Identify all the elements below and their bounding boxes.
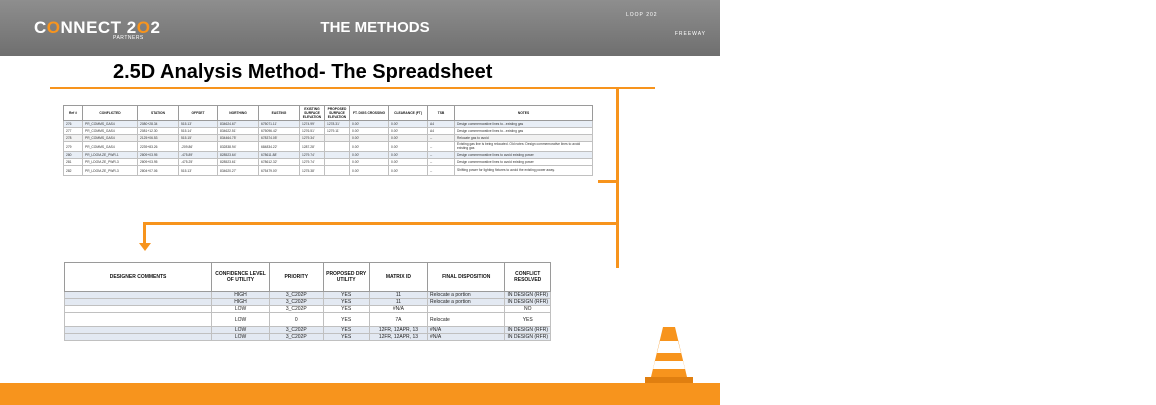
table-cell xyxy=(65,292,212,299)
table-cell: 2809+03.95 xyxy=(138,159,179,166)
table-cell: 828523.64' xyxy=(218,152,259,159)
table-cell: 2239+83.26 xyxy=(138,142,179,152)
column-header: EASTING xyxy=(259,106,300,121)
connector-line xyxy=(616,88,619,268)
table-cell: 0.00' xyxy=(350,152,389,159)
table-cell: 515.15' xyxy=(179,135,218,142)
table-cell: 3_C202P xyxy=(269,292,323,299)
table-cell: Design commemorative lines to...existing gas xyxy=(455,121,593,128)
table-cell: -- xyxy=(428,142,455,152)
table-cell: PR_COMMS_GAS4 xyxy=(83,142,138,152)
connector-line xyxy=(143,222,146,244)
table-row xyxy=(64,142,593,152)
table-cell xyxy=(65,299,212,306)
table-cell: 1279.11' xyxy=(325,128,350,135)
table-cell: 834464.75' xyxy=(218,135,259,142)
table-cell: 277 xyxy=(64,128,83,135)
table-row xyxy=(65,334,551,341)
table-cell: 7A xyxy=(369,313,427,327)
table-cell: 278 xyxy=(64,135,83,142)
table-row xyxy=(65,306,551,313)
table-cell: Existing gas line is being relocated. Old notes: Design commemorative lines to avoid existing gas xyxy=(455,142,593,152)
connect-202-logo: CONNECT 2O2 xyxy=(34,18,161,37)
slide-subtitle: 2.5D Analysis Method- The Spreadsheet xyxy=(113,61,493,83)
table-cell: 515.13' xyxy=(179,166,218,176)
table-cell xyxy=(65,306,212,313)
table-cell: YES xyxy=(323,334,369,341)
column-header: STATION xyxy=(138,106,179,121)
designer-comments-table xyxy=(64,262,551,341)
table-cell: 1274.99' xyxy=(300,121,325,128)
table-cell xyxy=(325,152,350,159)
table-cell: 834624.67' xyxy=(218,121,259,128)
table-cell: 1279.34' xyxy=(300,135,325,142)
column-header: CONFLICT RESOLVED xyxy=(505,263,551,292)
table-cell: -- xyxy=(428,135,455,142)
table-cell: 684834.22' xyxy=(259,142,300,152)
table-cell: -- xyxy=(428,159,455,166)
column-header: CONFLICTED xyxy=(83,106,138,121)
table-cell xyxy=(325,166,350,176)
table-cell: 11 xyxy=(369,299,427,306)
table-cell: Design commemorative lines to...existing gas xyxy=(455,128,593,135)
table-cell: 0.00' xyxy=(350,166,389,176)
header-bar xyxy=(0,0,903,56)
column-header: NOTES xyxy=(455,106,593,121)
table-cell: -209.86' xyxy=(179,142,218,152)
table-cell xyxy=(65,327,212,334)
table-cell: YES xyxy=(323,313,369,327)
column-header: TSB xyxy=(428,106,455,121)
table-cell: PR_LDOM-ZE_PWR-3 xyxy=(83,159,138,166)
table-cell: 675071.11' xyxy=(259,121,300,128)
column-header: PROPOSED SURFACE ELEVATION xyxy=(325,106,350,121)
table-cell: -- xyxy=(428,152,455,159)
table-cell: #N/A xyxy=(428,327,505,334)
table-cell: PR_LDOM-ZE_PWR-3 xyxy=(83,166,138,176)
table-row xyxy=(64,135,593,142)
table-row xyxy=(65,313,551,327)
column-header: NORTHING xyxy=(218,106,259,121)
table-cell: 0.00' xyxy=(350,128,389,135)
table-cell: Design commemorative lines to avoid existing power xyxy=(455,159,593,166)
table-cell: Shifting power for lighting fixtures to avoid the existing power away. xyxy=(455,166,593,176)
table-cell: 0.00' xyxy=(350,121,389,128)
column-header: MATRIX ID xyxy=(369,263,427,292)
table-cell: 675479.00' xyxy=(259,166,300,176)
table-row xyxy=(64,166,593,176)
table-cell: 1279.74' xyxy=(300,159,325,166)
table-cell: IN DESIGN (RFR) xyxy=(505,292,551,299)
table-cell: 0.00' xyxy=(350,159,389,166)
table-cell: 832838.94' xyxy=(218,142,259,152)
table-cell: 2809+03.95 xyxy=(138,152,179,159)
table-cell: YES xyxy=(323,306,369,313)
table-cell: YES xyxy=(323,299,369,306)
table-cell: 280 xyxy=(64,152,83,159)
table-cell: #N/A xyxy=(428,334,505,341)
column-header: CLEARANCE (FT) xyxy=(389,106,428,121)
table-cell: YES xyxy=(323,327,369,334)
table-cell: -- xyxy=(428,166,455,176)
table-cell: 1279.74' xyxy=(300,152,325,159)
table-cell: 515.13' xyxy=(179,121,218,128)
table-cell xyxy=(428,306,505,313)
table-cell: 3_C202P xyxy=(269,334,323,341)
table-cell: 834620.27' xyxy=(218,166,259,176)
table-cell: 3_C202P xyxy=(269,306,323,313)
table-cell: Relocate gas to avoid xyxy=(455,135,593,142)
table-cell: LOW xyxy=(212,334,270,341)
table-cell xyxy=(325,159,350,166)
table-cell: 0.00' xyxy=(389,121,428,128)
table-cell: 678612.32' xyxy=(259,159,300,166)
table-row xyxy=(64,152,593,159)
footer-bar xyxy=(0,383,720,405)
south-mountain-logo: LOOP 202 South Mountain FREEWAY xyxy=(626,12,903,37)
table-cell: -475.89' xyxy=(179,152,218,159)
slide-title: THE METHODS xyxy=(320,19,430,36)
table-cell: 0.00' xyxy=(389,128,428,135)
table-cell: 0.00' xyxy=(389,142,428,152)
table-cell: 678611.88' xyxy=(259,152,300,159)
column-header: PRIORITY xyxy=(269,263,323,292)
table-cell: 279 xyxy=(64,142,83,152)
table-cell xyxy=(65,313,212,327)
table-cell: 12FR, 12APR, 13 xyxy=(369,327,427,334)
table-cell: 828523.61' xyxy=(218,159,259,166)
table-cell: 834622.51' xyxy=(218,128,259,135)
table-cell: Design commemorative lines to avoid existing power xyxy=(455,152,593,159)
table-cell: IN DESIGN (RFR) xyxy=(505,327,551,334)
table-cell: NO xyxy=(505,306,551,313)
column-header: FINAL DISPOSITION xyxy=(428,263,505,292)
table-cell: A4 xyxy=(428,128,455,135)
table-cell: 515.14' xyxy=(179,128,218,135)
table-cell xyxy=(325,135,350,142)
table-header-row xyxy=(65,263,551,292)
table-cell: PR_LDOM-ZE_PWR-1 xyxy=(83,152,138,159)
table-row xyxy=(64,159,593,166)
table-cell: 2080+28.34 xyxy=(138,121,179,128)
spreadsheet-conflicts-table xyxy=(63,105,593,176)
table-header-row xyxy=(64,106,593,121)
table-row xyxy=(65,299,551,306)
table-cell: 0 xyxy=(269,313,323,327)
table-cell: YES xyxy=(505,313,551,327)
table-cell: LOW xyxy=(212,313,270,327)
table-cell: IN DESIGN (RFR) xyxy=(505,334,551,341)
table-cell: IN DESIGN (RFR) xyxy=(505,299,551,306)
connector-line xyxy=(145,222,619,225)
column-header: PROPOSED DRY UTILITY xyxy=(323,263,369,292)
column-header: FT. DIGS CROSSING xyxy=(350,106,389,121)
table-cell: 0.00' xyxy=(350,135,389,142)
table-cell: PR_COMMS_GAS4 xyxy=(83,121,138,128)
table-row xyxy=(65,292,551,299)
table-cell: -475.25' xyxy=(179,159,218,166)
table-cell: 0.00' xyxy=(350,142,389,152)
table-cell xyxy=(65,334,212,341)
table-cell: 1276.51' xyxy=(300,128,325,135)
logo-sub-text: PARTNERS xyxy=(113,35,144,41)
table-cell: YES xyxy=(323,292,369,299)
table-cell: 675096.42' xyxy=(259,128,300,135)
table-cell: Relocate a portion xyxy=(428,292,505,299)
table-cell: A4 xyxy=(428,121,455,128)
table-cell: 1275.38' xyxy=(300,166,325,176)
column-header: EXISTING SURFACE ELEVATION xyxy=(300,106,325,121)
table-cell: 1287.28' xyxy=(300,142,325,152)
table-cell: PR_COMMS_GAS4 xyxy=(83,128,138,135)
table-cell: 2081+12.30 xyxy=(138,128,179,135)
table-cell: #N/A xyxy=(369,306,427,313)
table-cell: 282 xyxy=(64,166,83,176)
table-row xyxy=(64,121,593,128)
table-cell: Relocate xyxy=(428,313,505,327)
column-header: Ref # xyxy=(64,106,83,121)
table-cell: 2125+06.53 xyxy=(138,135,179,142)
table-cell: 678374.05' xyxy=(259,135,300,142)
table-cell: 0.00' xyxy=(389,159,428,166)
table-cell: 1278.31' xyxy=(325,121,350,128)
table-cell: LOW xyxy=(212,327,270,334)
column-header: OFFSET xyxy=(179,106,218,121)
table-cell: HIGH xyxy=(212,292,270,299)
table-cell: 0.00' xyxy=(389,135,428,142)
column-header: CONFIDENCE LEVEL OF UTILITY xyxy=(212,263,270,292)
table-cell: 0.00' xyxy=(389,166,428,176)
table-cell: 12FR, 12APR, 13 xyxy=(369,334,427,341)
table-row xyxy=(64,128,593,135)
table-cell: HIGH xyxy=(212,299,270,306)
table-cell: PR_COMMS_GAS4 xyxy=(83,135,138,142)
table-cell: LOW xyxy=(212,306,270,313)
connector-line xyxy=(598,180,618,183)
table-cell: 3_C202P xyxy=(269,299,323,306)
table-cell: 276 xyxy=(64,121,83,128)
arrow-down-icon xyxy=(139,243,151,251)
table-cell: 0.00' xyxy=(389,152,428,159)
table-cell xyxy=(325,142,350,152)
table-cell: Relocate a portion xyxy=(428,299,505,306)
column-header: DESIGNER COMMENTS xyxy=(65,263,212,292)
table-cell: 2804+07.06 xyxy=(138,166,179,176)
table-cell: 281 xyxy=(64,159,83,166)
table-cell: 3_C202P xyxy=(269,327,323,334)
table-row xyxy=(65,327,551,334)
table-cell: 11 xyxy=(369,292,427,299)
traffic-cone-icon xyxy=(645,325,693,385)
orange-divider xyxy=(50,87,655,89)
